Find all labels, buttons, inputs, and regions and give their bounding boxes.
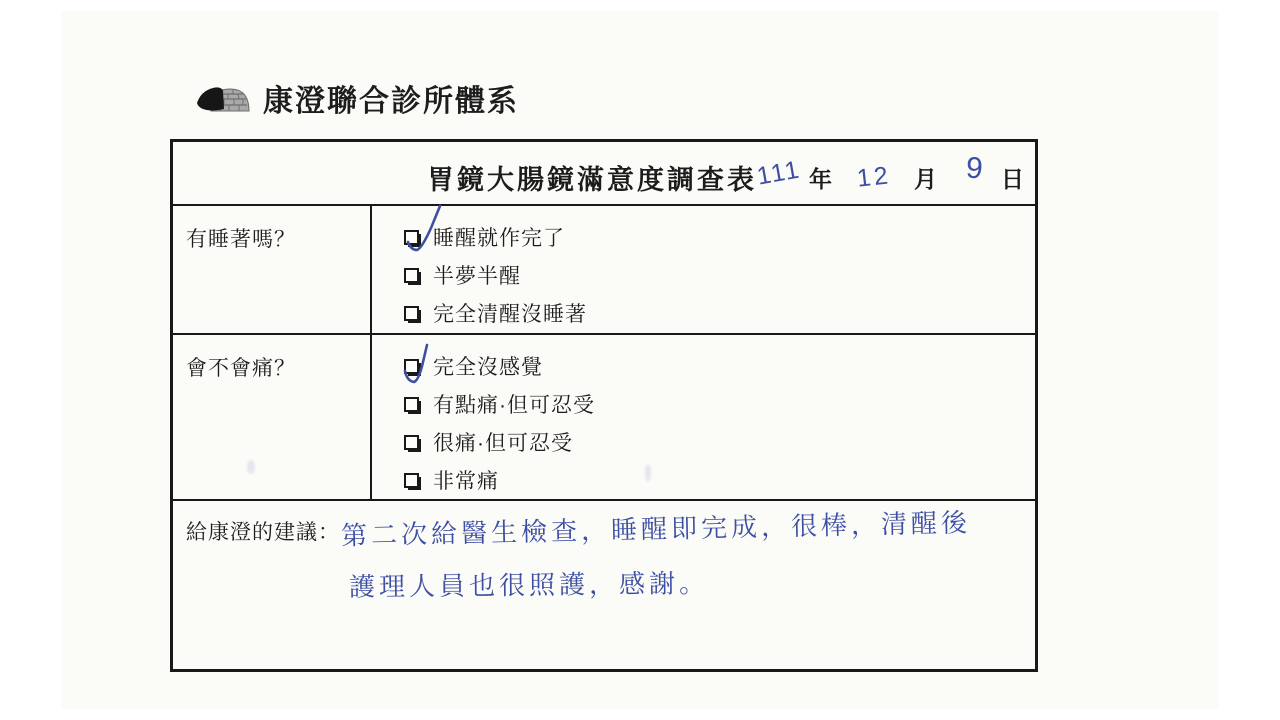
option-row: [404, 461, 1035, 499]
option-row: [404, 256, 1035, 294]
options-pain: [372, 335, 1035, 499]
handwritten-comment-line1: 第二次給醫生檢查，睡醒即完成，很棒，清醒後: [340, 507, 972, 551]
form-title: 胃鏡大腸鏡滿意度調查表: [427, 165, 757, 195]
checkbox-icon[interactable]: [404, 268, 419, 283]
option-row: [404, 294, 1035, 332]
scanned-survey-page: [62, 12, 1218, 708]
ink-smudge: [645, 464, 651, 482]
question-label-pain: 會不會痛？: [173, 335, 372, 499]
option-label: 半夢半醒: [433, 265, 521, 288]
suggestion-row: [173, 501, 1035, 662]
option-label: 睡醒就作完了: [433, 227, 565, 250]
ink-smudge: [247, 460, 255, 474]
checkbox-icon[interactable]: [404, 230, 419, 245]
option-label: 完全清醒沒睡著: [433, 303, 587, 326]
option-label: 很痛·但可忍受: [433, 432, 573, 455]
clinic-logo: [195, 76, 519, 120]
option-row: [404, 347, 1035, 385]
question-label-sleep: 有睡著嗎？: [173, 206, 372, 333]
option-label: 完全沒感覺: [433, 356, 543, 379]
suggestion-label: 給康澄的建議：: [186, 521, 340, 544]
clinic-logo-icon: [195, 81, 251, 115]
option-row: [404, 218, 1035, 256]
option-row: [404, 385, 1035, 423]
question-row-pain: [173, 335, 1035, 501]
option-label: 非常痛: [433, 470, 499, 493]
option-row: [404, 423, 1035, 461]
option-label: 有點痛·但可忍受: [433, 394, 595, 417]
options-sleep: [372, 206, 1035, 333]
checkbox-icon[interactable]: [404, 359, 419, 374]
checkbox-icon[interactable]: [404, 397, 419, 412]
handwritten-day: 9: [964, 151, 984, 186]
month-label: 月: [914, 166, 937, 192]
handwritten-month: 12: [855, 161, 893, 193]
checkbox-icon[interactable]: [404, 306, 419, 321]
handwritten-comment-line2: 護理人員也很照護，感謝。: [348, 568, 710, 602]
question-row-sleep: [173, 206, 1035, 335]
clinic-name: 康澄聯合診所體系: [263, 85, 519, 118]
day-label: 日: [1001, 166, 1024, 192]
survey-table: [170, 139, 1038, 672]
checkbox-icon[interactable]: [404, 435, 419, 450]
handwritten-year: 111: [754, 155, 804, 191]
checkbox-icon[interactable]: [404, 473, 419, 488]
header-row: [173, 142, 1035, 206]
year-label: 年: [809, 166, 832, 192]
